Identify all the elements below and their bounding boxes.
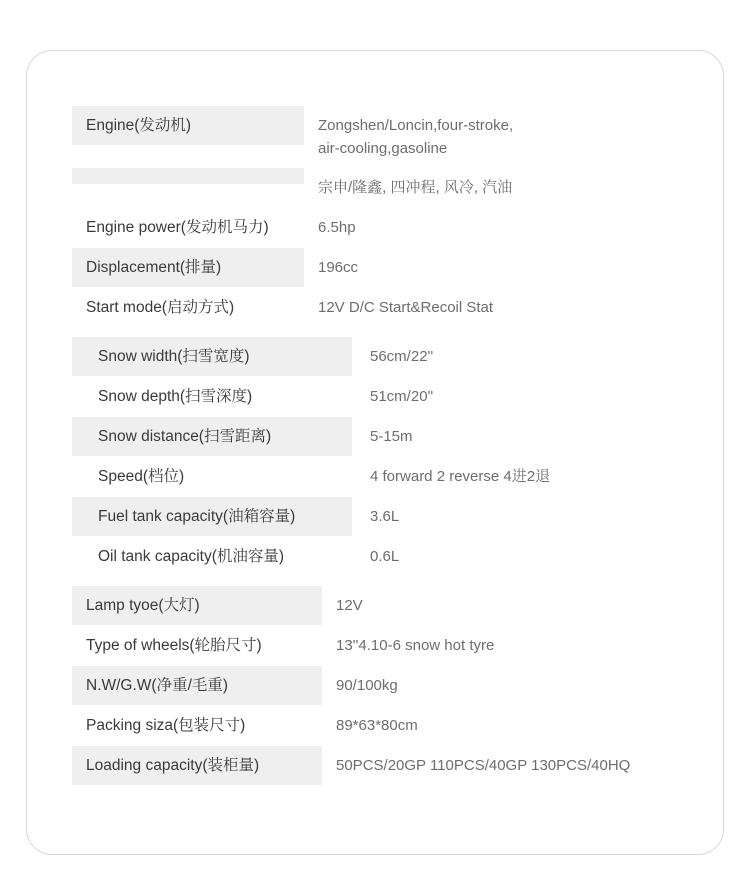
spec-label: Oil tank capacity(机油容量) — [98, 548, 285, 565]
spec-value — [352, 337, 702, 376]
spec-value — [322, 626, 702, 665]
spec-label: Lamp tyoe(大灯) — [72, 586, 322, 625]
spec-value — [352, 417, 702, 456]
spec-value — [322, 666, 702, 705]
spec-label: Type of wheels(轮胎尺寸) — [86, 637, 262, 654]
spec-label: Speed(档位) — [98, 468, 185, 485]
table-row — [72, 168, 702, 208]
group-separator — [72, 328, 702, 337]
spec-label: Start mode(启动方式) — [86, 299, 235, 316]
spec-value-line: 51cm/20'' — [370, 388, 434, 405]
spec-group — [72, 337, 702, 577]
spec-label: Snow depth(扫雪深度) — [98, 388, 253, 405]
spec-label: Engine power(发动机马力) — [86, 219, 269, 236]
spec-group — [72, 586, 702, 786]
spec-value — [322, 746, 702, 785]
spec-value-line: 50PCS/20GP 110PCS/40GP 130PCS/40HQ — [336, 757, 631, 774]
spec-value — [304, 208, 702, 247]
spec-value-line: 0.6L — [370, 548, 400, 565]
table-row — [72, 248, 702, 288]
spec-label: Snow distance(扫雪距离) — [72, 417, 352, 456]
spec-value-line: Zongshen/Loncin,four-stroke, — [318, 117, 514, 134]
table-row — [72, 666, 702, 706]
table-row — [72, 288, 702, 328]
spec-value-line: 56cm/22'' — [370, 348, 434, 365]
spec-value — [352, 497, 702, 536]
spec-value-line: 宗申/隆鑫, 四冲程, 风冷, 汽油 — [318, 179, 513, 196]
spec-value — [322, 586, 702, 625]
spec-value-line: 6.5hp — [318, 219, 356, 236]
specification-card — [26, 50, 724, 855]
spec-label — [72, 168, 304, 184]
spec-value-line: 12V — [336, 597, 363, 614]
specification-table — [72, 106, 702, 786]
spec-value — [352, 377, 702, 416]
spec-label: Engine(发动机) — [72, 106, 304, 145]
table-row — [72, 706, 702, 746]
spec-label: Fuel tank capacity(油箱容量) — [72, 497, 352, 536]
spec-value-line: 5-15m — [370, 428, 413, 445]
table-row — [72, 417, 702, 457]
spec-value-line: 3.6L — [370, 508, 400, 525]
spec-label: Packing siza(包装尺寸) — [86, 717, 246, 734]
group-separator — [72, 577, 702, 586]
table-row — [72, 746, 702, 786]
table-row — [72, 337, 702, 377]
table-row — [72, 497, 702, 537]
spec-label: Snow width(扫雪宽度) — [72, 337, 352, 376]
table-row — [72, 208, 702, 248]
spec-value-line: 13''4.10-6 snow hot tyre — [336, 637, 495, 654]
spec-value-line: 90/100kg — [336, 677, 398, 694]
spec-value — [352, 537, 702, 576]
spec-label: Displacement(排量) — [72, 248, 304, 287]
spec-value — [304, 106, 702, 168]
spec-value — [304, 248, 702, 287]
spec-group — [72, 106, 702, 328]
spec-value-line: air-cooling,gasoline — [318, 140, 448, 157]
spec-value — [304, 168, 702, 207]
spec-value-line: 12V D/C Start&Recoil Stat — [318, 299, 494, 316]
table-row — [72, 106, 702, 168]
spec-value-line: 196cc — [318, 259, 359, 276]
spec-label: Loading capacity(装柜量) — [72, 746, 322, 785]
spec-label: N.W/G.W(净重/毛重) — [72, 666, 322, 705]
table-row — [72, 586, 702, 626]
spec-value-line: 4 forward 2 reverse 4进2退 — [370, 468, 551, 485]
table-row — [72, 457, 702, 497]
table-row — [72, 626, 702, 666]
spec-value — [322, 706, 702, 745]
spec-value-line: 89*63*80cm — [336, 717, 418, 734]
table-row — [72, 537, 702, 577]
spec-value — [304, 288, 702, 327]
table-row — [72, 377, 702, 417]
spec-value — [352, 457, 702, 496]
